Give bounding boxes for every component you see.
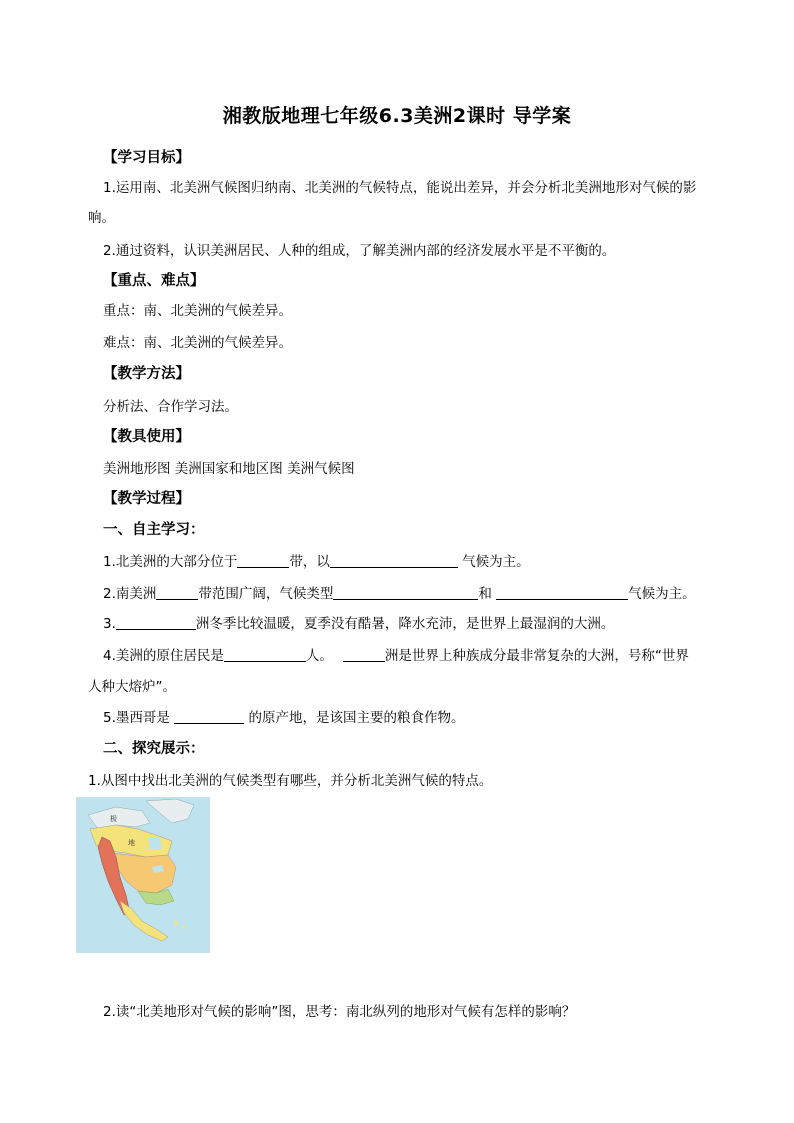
self-study-heading: 一、自主学习： [103, 522, 205, 538]
section-heading-methods: 【教学方法】 [103, 366, 190, 382]
question-2 [103, 582, 696, 602]
answer-blank[interactable] [343, 647, 385, 662]
question-2-part-c: 和 [478, 586, 497, 602]
answer-blank[interactable] [496, 585, 628, 600]
goal-1-line-2: 响。 [88, 210, 115, 226]
answer-blank[interactable] [333, 585, 478, 600]
question-1-part-a: 1.北美洲的大部分位于 [103, 554, 238, 570]
explore-question-1: 1.从图中找出北美洲的气候类型有哪些，并分析北美洲气候的特点。 [88, 773, 493, 789]
question-1-part-b: 带，以 [289, 554, 330, 570]
question-1 [103, 550, 530, 570]
question-3-part-b: 洲冬季比较温暖，夏季没有酷暑，降水充沛，是世界上最湿润的大洲。 [195, 616, 615, 632]
explore-question-2: 2.读“北美地形对气候的影响”图，思考：南北纵列的地形对气候有怎样的影响？ [103, 1004, 576, 1020]
question-4-line-1 [103, 644, 689, 664]
north-america-climate-map [76, 797, 210, 953]
section-heading-goals: 【学习目标】 [103, 150, 190, 166]
question-2-part-a: 2.南美洲 [103, 586, 157, 602]
tools-text: 美洲地形图 美洲国家和地区图 美洲气候图 [103, 461, 355, 477]
answer-blank[interactable] [174, 709, 244, 724]
question-4-part-c: 洲是世界上种族成分最非常复杂的大洲，号称“世界 [384, 648, 689, 664]
answer-blank[interactable] [330, 553, 458, 568]
question-2-part-b: 带范围广阔，气候类型 [198, 586, 334, 602]
island [183, 926, 186, 929]
question-5-part-a: 5.墨西哥是 [103, 710, 175, 726]
explore-heading: 二、探究展示： [103, 741, 205, 757]
question-3-part-a: 3. [103, 616, 116, 632]
map-label: 地 [128, 839, 135, 847]
answer-blank[interactable] [116, 615, 196, 630]
page-title: 湘教版地理七年级6.3美洲2课时 导学案 [222, 105, 572, 127]
section-heading-process: 【教学过程】 [103, 491, 190, 507]
answer-blank[interactable] [237, 553, 289, 568]
hudson-bay [148, 837, 162, 849]
answer-blank[interactable] [224, 647, 306, 662]
question-4-line-2: 人种大熔炉”。 [88, 679, 176, 695]
section-heading-tools: 【教具使用】 [103, 429, 190, 445]
question-2-part-d: 气候为主。 [628, 586, 696, 602]
question-4-part-b: 人。 [305, 648, 333, 664]
difficult-point-text: 难点：南、北美洲的气候差异。 [103, 335, 292, 351]
method-text: 分析法、合作学习法。 [103, 399, 238, 415]
answer-blank[interactable] [156, 585, 198, 600]
section-heading-key-points: 【重点、难点】 [103, 273, 205, 289]
question-5-part-b: 的原产地，是该国主要的粮食作物。 [244, 710, 465, 726]
island [174, 921, 178, 925]
question-1-part-c: 气候为主。 [457, 554, 530, 570]
question-4-part-a: 4.美洲的原住居民是 [103, 648, 224, 664]
map-label: 极 [110, 815, 117, 823]
goal-1-line-1: 1.运用南、北美洲气候图归纳南、北美洲的气候特点，能说出差异，并会分析北美洲地形对气候的影 [103, 180, 697, 196]
question-5 [103, 706, 464, 726]
key-point-text: 重点：南、北美洲的气候差异。 [103, 303, 292, 319]
question-3 [103, 612, 614, 632]
goal-2: 2.通过资料，认识美洲居民、人种的组成，了解美洲内部的经济发展水平是不平衡的。 [103, 243, 616, 259]
